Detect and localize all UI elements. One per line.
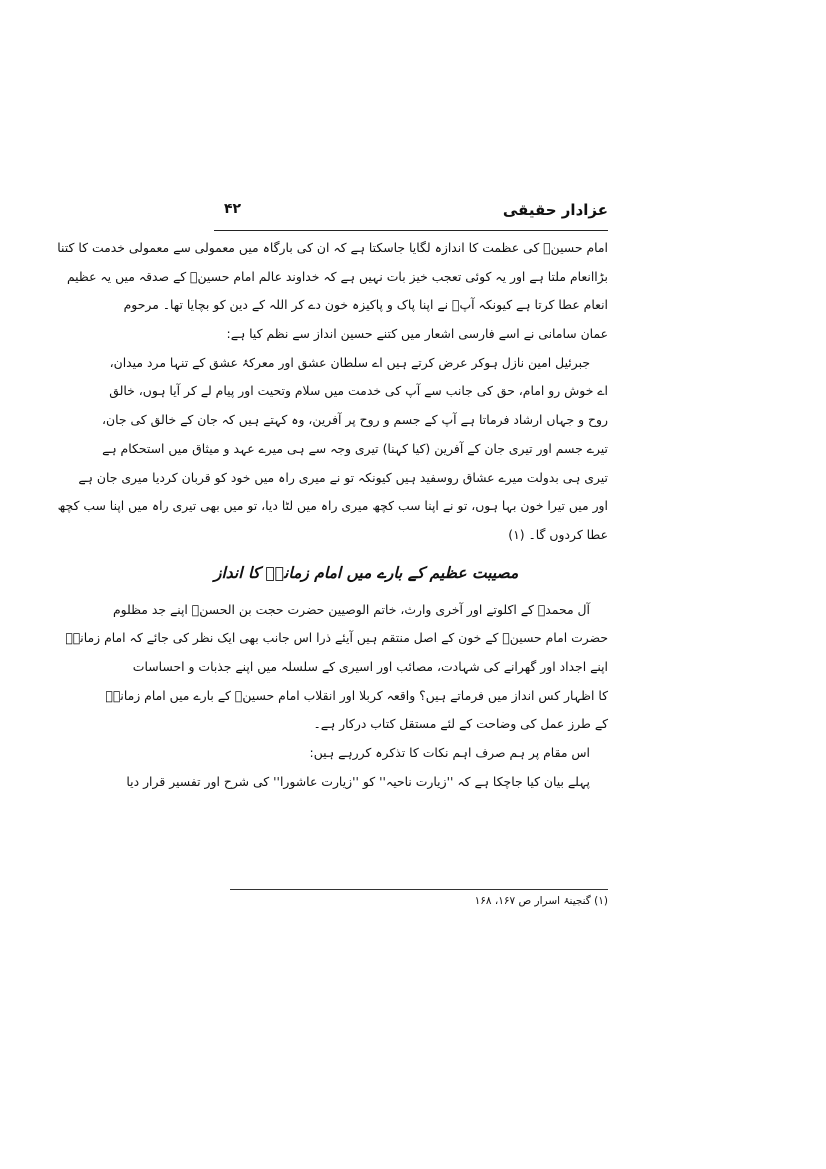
text-line: جبرئیل امین نازل ہوکر عرض کرتے ہیں اے سلطان عشق اور معرکۂ عشق کے تنہا مرد میدان،	[109, 354, 590, 370]
paragraph-translation	[57, 349, 608, 550]
text-line: پہلے بیان کیا جاچکا ہے کہ ''زیارت ناحیہ'' کو ''زیارت عاشورا'' کی شرح اور تفسیر قرار دیا	[126, 773, 590, 789]
text-line: امام حسینؑ کی عظمت کا اندازہ لگایا جاسکتا ہے کہ ان کی بارگاہ میں معمولی سے معمولی خدمت کا کتنا	[57, 240, 608, 255]
page-number: ۴۲	[224, 201, 242, 217]
text-line: اپنے اجداد اور گھرانے کی شہادت، مصائب اور اسیری کے سلسلہ میں اپنے جذبات و احساسات	[132, 658, 608, 674]
paragraph-imam-zamana	[65, 596, 608, 739]
text-line: آل محمدؐ کے اکلوتے اور آخری وارث، خاتم الوصیین حضرت حجت بن الحسنؑ اپنے جد مظلوم	[112, 601, 590, 617]
text-line: حضرت امام حسینؑ کے خون کے اصل منتقم ہیں آیئے ذرا اس جانب بھی ایک نظر کی جائے کہ امام زمانہؑ	[65, 630, 608, 646]
text-line: اس مقام پر ہم صرف اہم نکات کا تذکرہ کررہے ہیں:	[309, 745, 590, 760]
text-line: عطا کردوں گا۔ (۱)	[508, 526, 608, 542]
running-header	[214, 199, 608, 229]
text-line: تیرے جسم اور تیری جان کے آفرین (کیا کہنا) تیری وجہ سے ہی میرے عہد و میثاق میں استحکام ہے	[102, 440, 608, 456]
body-text	[57, 234, 608, 796]
text-line: اے خوش رو امام، حق کی جانب سے آپ کی خدمت میں سلام وتحیت اور پیام لے کر آیا ہوں، خالق	[109, 383, 608, 399]
header-rule	[214, 230, 608, 231]
paragraph-intro	[57, 234, 608, 349]
paragraph-ziyarat	[126, 768, 608, 797]
section-heading-row	[214, 550, 608, 596]
paragraph-points-intro	[214, 739, 608, 768]
text-line: اور میں تیرا خون بہا ہوں، تو نے اپنا سب کچھ میری راہ میں لٹا دیا، تو میں بھی تیری راہ میں اپنا سب کچھ	[57, 498, 608, 514]
text-line: کا اظہار کس انداز میں فرماتے ہیں؟ واقعہ کربلا اور انقلاب امام حسینؑ کے بارے میں امام زمانہؑ	[105, 687, 608, 703]
section-heading: مصیبت عظیم کے بارے میں امام زمانہؑ کا انداز	[214, 563, 519, 582]
footnote: (۱) گنجینۂ اسرار ص ۱۶۷، ۱۶۸	[474, 895, 608, 907]
text-line: روح و جہاں ارشاد فرماتا ہے آپ کے جسم و روح پر آفرین، وہ کہتے ہیں کہ جان کے خالق کی جان،	[101, 412, 608, 428]
text-line: انعام عطا کرتا ہے کیونکہ آپؑ نے اپنا پاک و پاکیزہ خون دے کر اللہ کے دین کو بچایا تھا۔ مرحوم	[123, 297, 608, 313]
text-line: کے طرز عمل کی وضاحت کے لئے مستقل کتاب درکار ہے۔	[313, 716, 608, 732]
text-line: عمان سامانی نے اسے فارسی اشعار میں کتنے حسین انداز سے نظم کیا ہے:	[226, 326, 608, 342]
footnote-rule	[230, 889, 608, 890]
text-line: تیری ہی بدولت میرے عشاق روسفید ہیں کیونکہ تو نے میری راہ میں خود کو قربان کردیا میری جان ہے	[78, 469, 608, 485]
book-title: عزادار حقیقی	[502, 201, 608, 219]
text-line: بڑاانعام ملتا ہے اور یہ کوئی تعجب خیز بات نہیں ہے کہ خداوند عالم امام حسینؑ کے صدقہ میں یہ عظیم	[66, 268, 608, 284]
